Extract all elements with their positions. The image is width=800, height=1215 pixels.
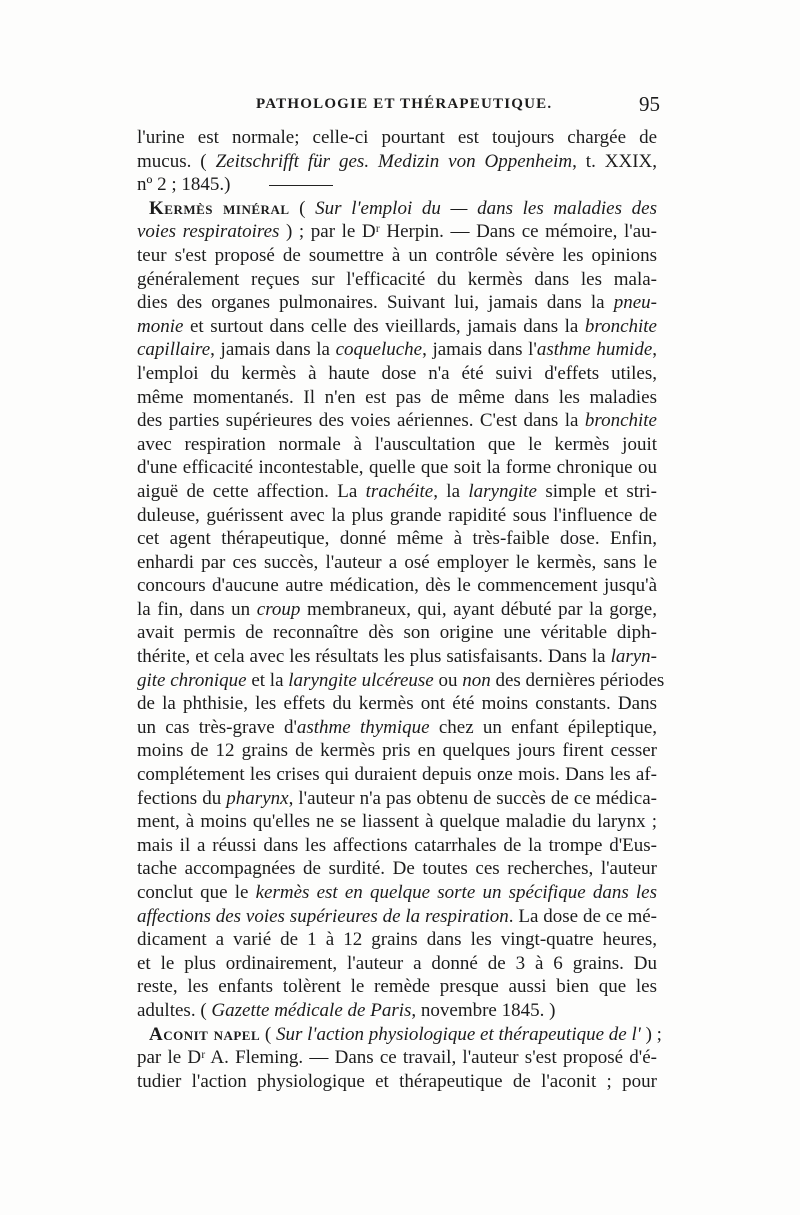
text-line [137,763,657,787]
text-line [137,362,657,386]
text-segment: . La dose de ce mé- [508,905,657,927]
text-segment: même momentanés. Il n'en est pas de même dans les maladies [137,386,657,408]
running-head: PATHOLOGIE ET THÉRAPEUTIQUE. [256,96,553,112]
italic-text: capillaire [137,339,211,361]
text-segment: avait permis de reconnaître dès son origine une véritable diph- [137,622,657,644]
text-line [137,787,657,811]
italic-text: pharynx [226,787,289,809]
text-segment: , jamais dans la [210,339,336,361]
text-segment: nº 2 ; 1845.) [137,174,231,196]
text-segment: , [652,339,657,361]
text-segment: reste, les enfants tolèrent le remède presque aussi bien que les [137,976,657,998]
separator-rule [269,185,333,186]
text-segment: ) ; [640,1023,662,1045]
text-line [137,574,657,598]
italic-text: laryngite ulcéreuse [288,669,434,691]
text-line [137,315,657,339]
text-line [137,999,657,1023]
italic-text: trachéite [365,480,434,502]
text-segment: ou [433,669,463,691]
text-line [137,905,657,929]
text-segment: , la [433,480,469,502]
text-segment: , l'auteur n'a pas obtenu de succès de ce médica- [288,787,657,809]
text-segment: dicament a varié de 1 à 12 grains dans les vingt-quatre heures, [137,929,657,951]
italic-text: croup [256,598,301,620]
text-line [137,197,657,221]
italic-text: voies respiratoires [137,221,280,243]
text-segment: et surtout dans celle des vieillards, jamais dans la [183,315,585,337]
text-segment: chez un enfant épileptique, [429,716,657,738]
italic-text: non [462,669,491,691]
text-segment: conclut que le [137,882,256,903]
text-line [137,716,657,740]
italic-text: Sur l'emploi du — dans les maladies des [315,197,657,219]
section-heading: Kermès minéral [149,197,290,219]
text-segment: complétement les crises qui duraient depuis onze mois. Dans les af- [137,764,657,786]
text-line [137,669,665,693]
text-line [137,338,657,362]
italic-text: monie [137,315,184,337]
text-line [137,952,657,976]
text-segment: ( [289,197,316,219]
text-line [137,645,657,669]
italic-text: kermès est en quelque sorte un spécifique dans les [255,882,657,903]
text-segment: ( [260,1023,276,1045]
text-segment: moins de 12 grains de kermès pris en quelques jours firent cesser [137,740,657,762]
text-line [137,173,657,197]
italic-text: bronchite [584,410,657,432]
text-segment: , t. XXIX, [572,150,657,172]
text-segment: l'urine est normale; celle-ci pourtant est toujours chargée de [137,127,657,148]
text-line [137,881,657,905]
text-line [137,551,657,575]
italic-text: Gazette médicale de Paris [211,999,412,1021]
section-heading: Aconit napel [149,1023,261,1045]
italic-text: asthme thymique [296,716,430,738]
text-line [137,975,657,999]
text-line [137,480,657,504]
text-segment: ) ; par le Dʳ Herpin. — Dans ce mémoire, l'au- [279,221,657,243]
italic-text: pneu- [613,292,657,314]
text-segment: mucus. ( [137,150,216,172]
text-segment: avec respiration normale à l'auscultation que le kermès jouit [137,433,657,455]
text-line [137,433,657,457]
italic-text: Zeitschrifft für ges. Medizin von Oppenheim [215,150,573,172]
text-segment: cet agent thérapeutique, donné même à très-faible dose. Enfin, [137,528,657,550]
text-segment: mais il a réussi dans les affections catarrhales de la trompe d'Eus- [137,834,657,856]
italic-text: affections des voies supérieures de la respiration [137,905,509,927]
text-segment: d'une efficacité incontestable, quelle que soit la forme chronique ou [137,457,657,479]
text-segment: dies des organes pulmonaires. Suivant lui, jamais dans la [137,292,614,314]
text-segment: de la phthisie, les effets du kermès ont été moins constants. Dans [137,693,657,715]
text-line [137,928,657,952]
page-header [256,92,660,124]
text-segment: tudier l'action physiologique et thérapeutique de l'aconit ; pour [137,1070,657,1092]
text-line [137,126,657,150]
text-segment: simple et stri- [536,480,658,502]
text-segment: généralement reçues sur l'efficacité du kermès dans les mala- [137,268,657,290]
text-line [137,220,657,244]
text-segment: ment, à moins qu'elles ne se liassent à quelque maladie du larynx ; [137,811,657,833]
text-segment: , jamais dans l' [422,339,537,361]
text-segment: thérite, et cela avec les résultats les plus satisfaisants. Dans la [137,646,611,668]
text-segment: des dernières périodes [490,669,665,691]
italic-text: laryngite [468,480,537,502]
text-line [137,1023,662,1047]
text-segment: tache accompagnées de surdité. De toutes ces recherches, l'auteur [137,858,657,880]
text-segment: fections du [137,787,227,809]
text-line [137,834,657,858]
text-segment: et le plus ordinairement, l'auteur a donné de 3 à 6 grains. Du [137,952,657,974]
text-segment: par le Dʳ A. Fleming. — Dans ce travail, l'auteur s'est proposé d'é- [137,1047,657,1069]
text-segment: des parties supérieures des voies aériennes. C'est dans la [137,410,585,432]
text-segment: concours d'aucune autre médication, dès le commencement jusqu'à [137,575,657,597]
text-line [137,857,657,881]
text-line [137,598,657,622]
text-line [137,527,657,551]
text-line [137,268,657,292]
text-segment: duleuse, guérissent avec la plus grande rapidité sous l'influence de [137,504,657,526]
page-number: 95 [639,92,660,116]
text-line [137,150,657,174]
text-segment: aiguë de cette affection. La [137,480,366,502]
text-segment: un cas très-grave d' [137,716,297,738]
text-line [137,409,657,433]
text-line [137,692,657,716]
text-line [137,386,657,410]
text-line [137,1070,657,1094]
text-line [137,621,657,645]
text-segment: et la [246,669,289,691]
italic-text: coqueluche [335,339,423,361]
text-line [137,456,657,480]
text-segment: , novembre 1845. ) [411,999,556,1021]
text-segment: enhardi par ces succès, l'auteur a osé employer le kermès, sans le [137,551,657,573]
text-segment: membraneux, qui, ayant débuté par la gorge, [300,598,657,620]
text-line [137,244,657,268]
text-segment: adultes. ( [137,999,212,1021]
italic-text: Sur l'action physiologique et thérapeutique de l' [275,1023,641,1045]
italic-text: bronchite [584,315,657,337]
text-line [137,739,657,763]
text-segment: teur s'est proposé de soumettre à un contrôle sévère les opinions [137,244,657,266]
text-segment: la fin, dans un [137,598,257,620]
text-line [137,1046,657,1070]
text-line [137,810,657,834]
italic-text: asthme humide [536,339,653,361]
italic-text: laryn- [610,646,657,668]
text-line [137,504,657,528]
body-text [137,126,665,1093]
text-segment: l'emploi du kermès à haute dose n'a été suivi d'effets utiles, [137,362,657,384]
italic-text: gite chronique [137,669,247,691]
text-line [137,291,657,315]
